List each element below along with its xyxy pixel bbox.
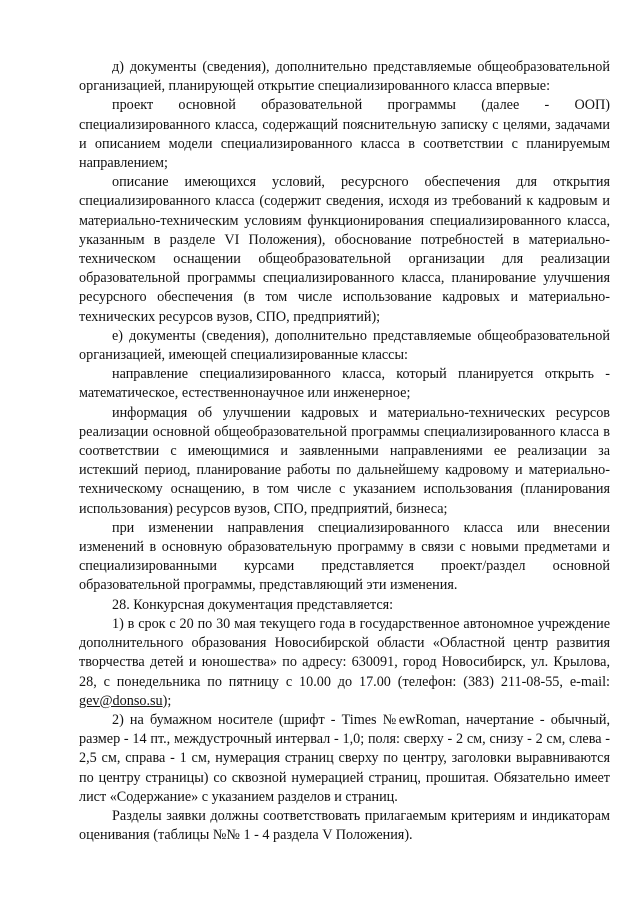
paragraph-oop-project: проект основной образовательной программы (далее - ООП) специализированного класса, содержащий пояснительную записку с целями, задачами и описанием модели специализированного класса в соответствии с планируемым направлением; (79, 97, 610, 172)
paragraph-resources-info: информация об улучшении кадровых и материально-технических ресурсов реализации основной общеобразовательной программы специализированного класса в соответствии с имеющимися и заявленными направлениями ее реализации за истекший период, планирование работы по дальнейшему кадровому и материально-техническому оснащению, в том числе с указанием использования (планирования использования) ресурсов вузов, СПО, предприятий, бизнеса; (79, 404, 610, 517)
paragraph-28-heading: 28. Конкурсная документация представляется: (112, 596, 394, 613)
paragraph-submission-deadline (79, 615, 610, 711)
paragraph-direction-change: при изменении направления специализированного класса или внесении изменений в основную образовательную программу в связи с новыми предметами и специализированными курсами представляется проект/раздел основной образовательной программы, представляющий эти изменения. (79, 519, 610, 594)
paragraph-e-documents: е) документы (сведения), дополнительно представляемые общеобразовательной организацией, имеющей специализированные классы: (79, 327, 610, 364)
email-link[interactable]: gev@donso.su (79, 692, 163, 709)
paragraph-class-direction: направление специализированного класса, который планируется открыть - математическое, естественнонаучное или инженерное; (79, 366, 610, 402)
paragraph-conditions-description: описание имеющихся условий, ресурсного обеспечения для открытия специализированного класса (содержит сведения, исходя из требований к кадровым и материально-техническим условиям функционирования специализированного класса, указанным в разделе VI Положения), обоснование потребностей в материально-техническом оснащении общеобразовательной организации для реализации образовательной программы специализированного класса, планирование улучшения ресурсного обеспечения (в том числе использование кадровых и материально-технических ресурсов вузов, СПО, предприятий); (79, 174, 610, 325)
submission-deadline-tail: ); (162, 692, 172, 709)
paragraph-sections-criteria: Разделы заявки должны соответствовать прилагаемым критериям и индикаторам оценивания (таблицы №№ 1 - 4 раздела V Положения). (79, 807, 610, 844)
submission-deadline-text: 1) в срок с 20 по 30 мая текущего года в государственное автономное учреждение дополнительного образования Новосибирской области «Областной центр развития творчества детей и юношества» по адресу: 630091, город Новосибирск, ул. Крылова, 28, с понедельника по пятницу с 10.00 до 17.00 (телефон: (383) 211-08-55, e-mail: (79, 615, 610, 690)
paragraph-d-documents: д) документы (сведения), дополнительно представляемые общеобразовательной организацией, планирующей открытие специализированного класса впервые: (79, 59, 610, 95)
paragraph-paper-format: 2) на бумажном носителе (шрифт - Times №ewRoman, начертание - обычный, размер - 14 пт., междустрочный интервал - 1,0; поля: сверху - 2 см, снизу - 2 см, слева - 2,5 см, справа - 1 см, нумерация страниц сверху по центру, заголовки выравниваются по центру страницы) со сквозной нумерацией страниц, прошитая. Обязательно имеет лист «Содержание» с указанием разделов и страниц. (79, 711, 610, 805)
